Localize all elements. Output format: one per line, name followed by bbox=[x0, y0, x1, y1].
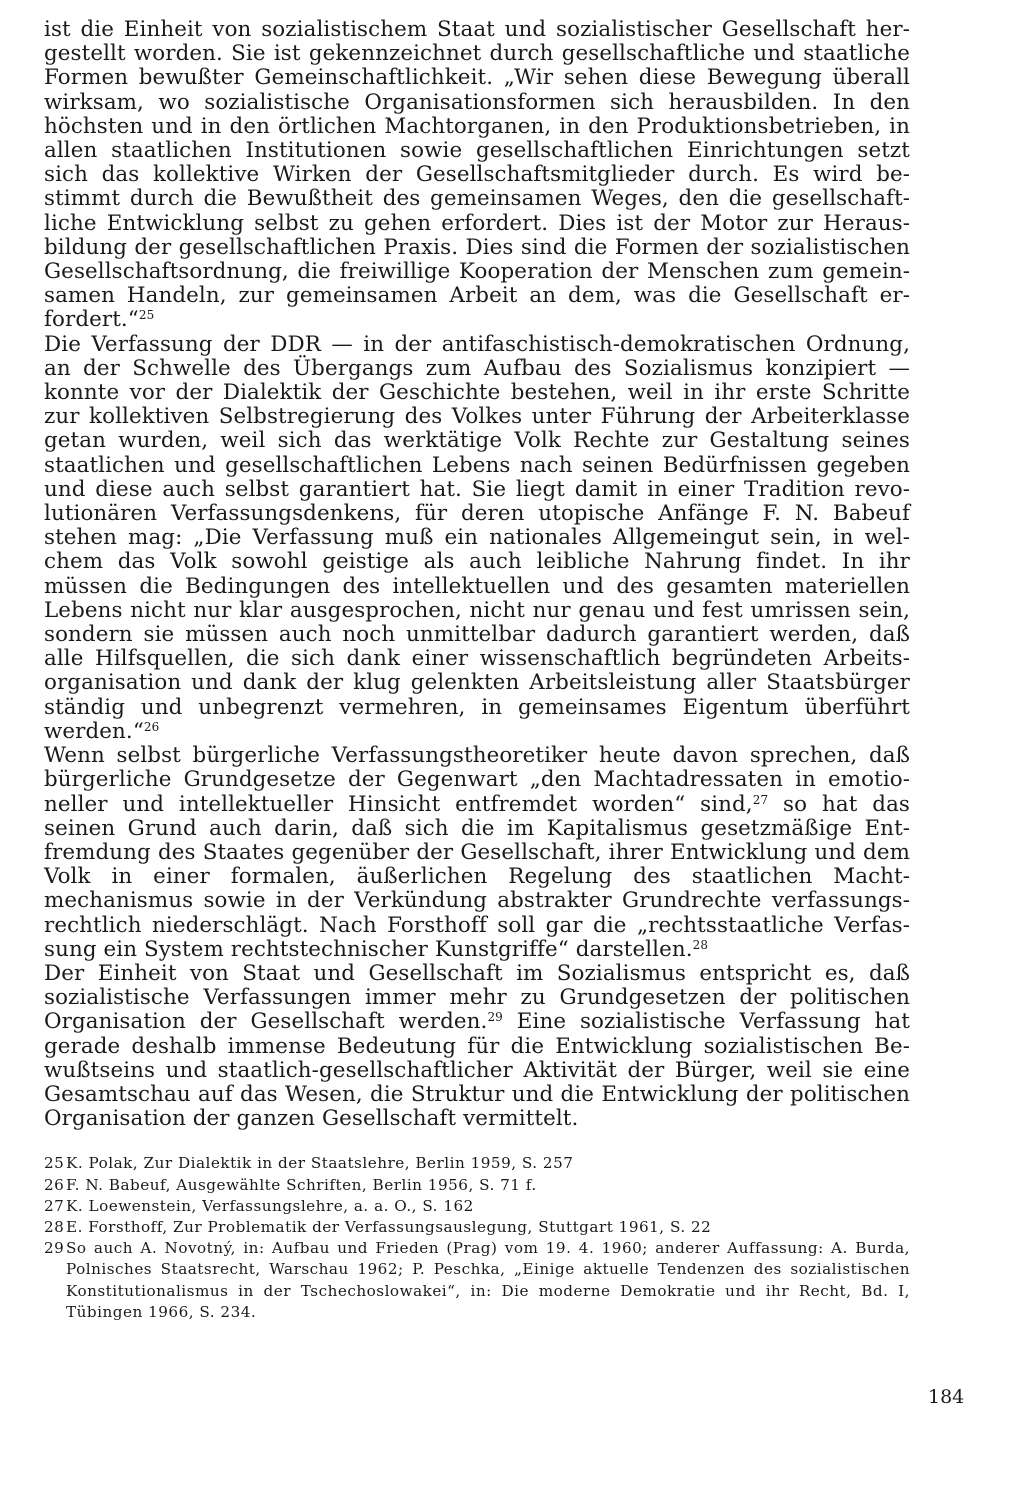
footnote-text: F. N. Babeuf, Ausgewählte Schriften, Berlin 1956, S. 71 f. bbox=[66, 1175, 537, 1194]
footnote-ref-27[interactable]: 27 bbox=[752, 792, 769, 807]
footnote-number: 26 bbox=[44, 1175, 65, 1194]
footnote-ref-25[interactable]: 25 bbox=[138, 308, 155, 323]
footnote-text: So auch A. Novotný, in: Aufbau und Frieden (Prag) vom 19. 4. 1960; anderer Auffassung: A. Burda, Polnisches Staatsrecht, Warschau 1962; P. Peschka, „Einige aktuelle Tendenzen des sozialistischen Konstitutionalismus in der Tschechoslowakei“, in: Die moderne Demokratie und ihr Recht, Bd. I, Tübingen 1966, S. 234. bbox=[66, 1239, 910, 1321]
footnote-text: E. Forsthoff, Zur Problematik der Verfassungsauslegung, Stuttgart 1961, S. 22 bbox=[66, 1217, 712, 1236]
footnote-number: 25 bbox=[44, 1154, 65, 1173]
paragraph-3-text: Wenn selbst bürgerliche Verfassungstheoretiker heute davon sprechen, daß bürgerliche Grundgesetze der Gegenwart „den Machtadressaten in emotioneller und intellektueller Hinsicht entfremdet worden“ sind, bbox=[44, 743, 910, 817]
footnote-27 bbox=[44, 1196, 910, 1217]
footnote-text: K. Polak, Zur Dialektik in der Staatslehre, Berlin 1959, S. 257 bbox=[66, 1154, 574, 1173]
paragraph-2-text: Die Verfassung der DDR — in der antifaschistisch-demokratischen Ordnung, an der Schwelle des Übergangs zum Aufbau des Sozialismus konzipiert — konnte vor der Dialektik der Geschichte bestehen, weil in ihr erste Schritte zur kollektiven Selbstregierung des Volkes unter Führung der Arbeiterklasse getan wurden, weil sich das werktätige Volk Rechte zur Gestaltung seines staatlichen und gesellschaftlichen Lebens nach seinen Bedürfnissen gegeben und diese auch selbst garantiert hat. Sie liegt damit in einer Tradition revolutionären Verfassungsdenkens, für deren utopische Anfänge F. N. Babeuf stehen mag: „Die Verfassung muß ein nationales Allgemeingut sein, in welchem das Volk sowohl geistige als auch leibliche Nahrung findet. In ihr müssen die Bedingungen des intellektuellen und des gesamten materiellen Lebens nicht nur klar ausgesprochen, nicht nur genau und fest umrissen sein, sondern sie müssen auch noch unmittelbar dadurch garantiert werden, daß alle Hilfsquellen, die sich dank einer wissenschaftlich begründeten Arbeitsorganisation und dank der klug gelenkten Arbeitsleistung aller Staatsbürger ständig und unbegrenzt vermehren, in gemeinsames Eigentum überführt werden.“ bbox=[44, 331, 910, 744]
paragraph-4-text: Der Einheit von Staat und Gesellschaft im Sozialismus entspricht es, daß sozialistische Verfassungen immer mehr zu Grundgesetzen der politischen Organisation der Gesellschaft werden. bbox=[44, 960, 910, 1035]
footnote-26 bbox=[44, 1175, 910, 1196]
paragraph-3 bbox=[44, 744, 910, 962]
footnote-number: 28 bbox=[44, 1217, 65, 1236]
footnote-29 bbox=[44, 1238, 910, 1323]
footnote-number: 27 bbox=[44, 1196, 65, 1215]
page-number: 184 bbox=[928, 1386, 965, 1408]
paragraph-1 bbox=[44, 18, 910, 333]
paragraph-2 bbox=[44, 333, 910, 744]
footnote-text: K. Loewenstein, Verfassungslehre, a. a. O., S. 162 bbox=[66, 1196, 474, 1215]
footnote-ref-26[interactable]: 26 bbox=[143, 719, 160, 734]
page-content bbox=[44, 18, 910, 1323]
paragraph-4-text-cont: Eine sozialistische Verfassung hat gerade deshalb immense Bedeutung für die Entwicklung sozialistischen Bewußtseins und staatlich-gesellschaftlicher Aktivität der Bürger, weil sie eine Gesamtschau auf das Wesen, die Struktur und die Entwicklung der politischen Organisation der ganzen Gesellschaft vermittelt. bbox=[44, 1009, 910, 1132]
footnote-number: 29 bbox=[44, 1239, 65, 1258]
paragraph-4 bbox=[44, 962, 910, 1131]
footnote-ref-28[interactable]: 28 bbox=[692, 937, 709, 952]
paragraph-1-text: ist die Einheit von sozialistischem Staat und sozialistischer Gesellschaft hergestellt worden. Sie ist gekennzeichnet durch gesellschaftliche und staatliche Formen bewußter Gemeinschaftlichkeit. „Wir sehen diese Bewegung überall wirksam, wo sozialistische Organisationsformen sich herausbilden. In den höchsten und in den örtlichen Machtorganen, in den Produktionsbetrieben, in allen staatlichen Institutionen sowie gesellschaftlichen Einrichtungen setzt sich das kollektive Wirken der Gesellschaftsmitglieder durch. Es wird bestimmt durch die Bewußtheit des gemeinsamen Weges, den die gesellschaftliche Entwicklung selbst zu gehen erfordert. Dies ist der Motor zur Herausbildung der gesellschaftlichen Praxis. Dies sind die Formen der sozialistischen Gesellschaftsordnung, die freiwillige Kooperation der Menschen zum gemeinsamen Handeln, zur gemeinsamen Arbeit an dem, was die Gesellschaft erfordert.“ bbox=[44, 17, 910, 333]
footnotes bbox=[44, 1153, 910, 1323]
footnote-28 bbox=[44, 1217, 910, 1238]
footnote-ref-29[interactable]: 29 bbox=[487, 1010, 503, 1025]
paragraph-3-text-cont: so hat das seinen Grund auch darin, daß sich die im Kapitalismus gesetzmäßige Entfremdung des Staates gegenüber der Gesellschaft, ihrer Entwicklung und dem Volk in einer formalen, äußerlichen Regelung des staatlichen Machtmechanismus sowie in der Verkündung abstrakter Grundrechte verfassungsrechtlich niederschlägt. Nach Forsthoff soll gar die „rechtsstaatliche Verfassung ein System rechtstechnischer Kunstgriffe“ darstellen. bbox=[44, 791, 910, 962]
footnote-25 bbox=[44, 1153, 910, 1174]
